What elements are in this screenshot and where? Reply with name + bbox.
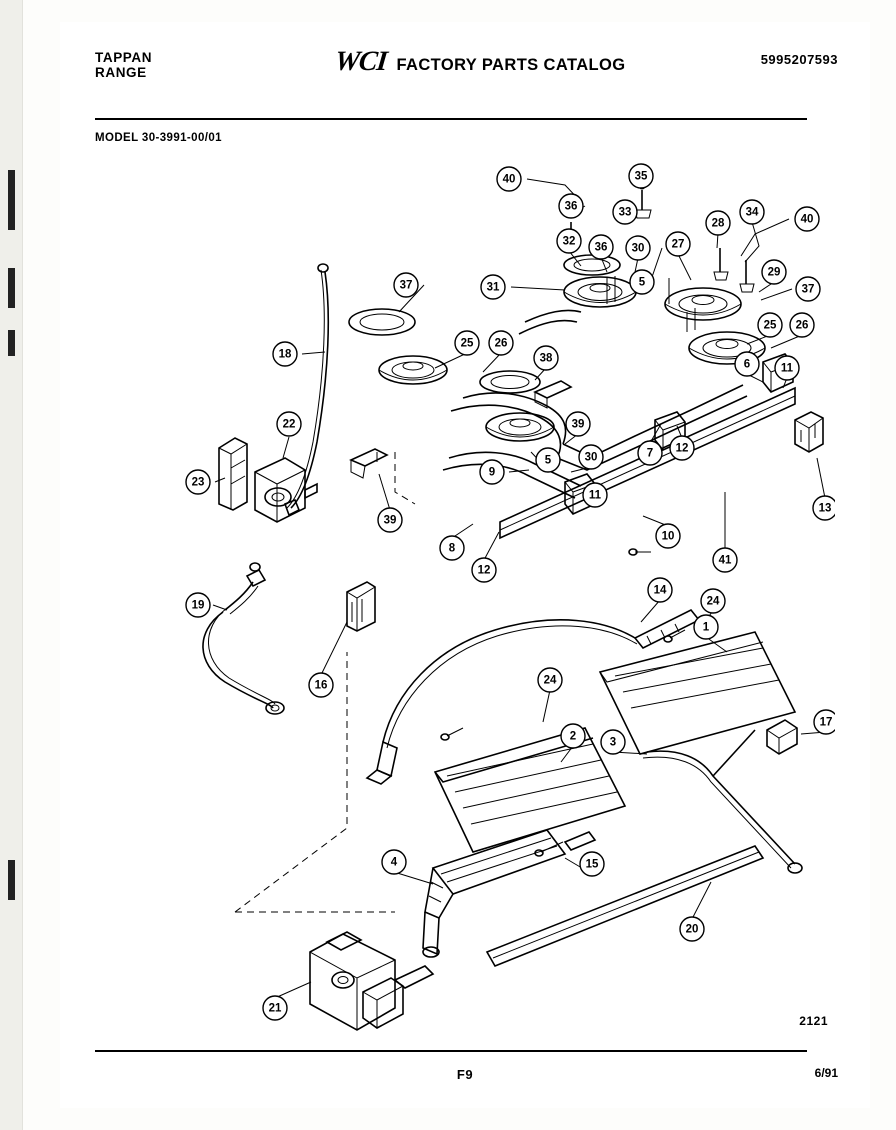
oven-burner-tube-3 <box>643 730 802 873</box>
bracket-39-b <box>535 381 571 408</box>
callout-number: 7 <box>646 447 654 460</box>
callout-25 <box>758 313 782 337</box>
callout-number: 10 <box>661 530 675 543</box>
brand-line-2: RANGE <box>95 65 147 80</box>
scan-mark <box>8 330 15 356</box>
callout-3 <box>601 730 625 754</box>
callout-number: 13 <box>818 502 832 515</box>
oven-bottom-panel-1 <box>600 632 795 754</box>
callout-39 <box>378 508 402 532</box>
support-rail-20 <box>487 846 763 966</box>
callout-39 <box>566 412 590 436</box>
wci-logo-mark: WCI <box>333 46 389 77</box>
callout-number: 30 <box>584 451 598 464</box>
callout-10 <box>656 524 680 548</box>
callout-35 <box>629 164 653 188</box>
callout-29 <box>762 260 786 284</box>
callout-layer <box>186 164 835 1020</box>
callout-number: 26 <box>494 337 508 350</box>
callout-5 <box>536 448 560 472</box>
callout-9 <box>480 460 504 484</box>
drip-bowl-1 <box>349 309 415 335</box>
callout-number: 37 <box>399 279 413 292</box>
terminal-block-16 <box>347 582 375 631</box>
callout-36 <box>559 194 583 218</box>
callout-number: 20 <box>685 923 699 936</box>
callout-12 <box>472 558 496 582</box>
burner-rear-right <box>665 288 741 320</box>
callout-number: 35 <box>634 170 648 183</box>
callout-number: 16 <box>314 679 328 692</box>
gas-supply-tube-18 <box>282 264 328 515</box>
callout-25 <box>455 331 479 355</box>
callout-number: 30 <box>631 242 645 255</box>
callout-number: 4 <box>390 856 398 869</box>
callout-40 <box>497 167 521 191</box>
callout-23 <box>186 470 210 494</box>
callout-number: 11 <box>780 362 794 375</box>
callout-leaders <box>213 179 826 998</box>
brand-line-1: TAPPAN <box>95 50 153 65</box>
callout-30 <box>579 445 603 469</box>
callout-number: 34 <box>745 206 759 219</box>
callout-19 <box>186 593 210 617</box>
callout-number: 5 <box>638 276 646 289</box>
callout-32 <box>557 229 581 253</box>
callout-number: 17 <box>819 716 833 729</box>
callout-number: 36 <box>564 200 578 213</box>
callout-number: 33 <box>618 206 632 219</box>
page-sheet <box>60 22 870 1108</box>
burner-front-left <box>379 356 447 384</box>
callout-number: 25 <box>763 319 777 332</box>
callout-16 <box>309 673 333 697</box>
fastener-41 <box>629 549 651 555</box>
callout-14 <box>648 578 672 602</box>
screw-24-b <box>441 728 463 740</box>
callout-number: 22 <box>282 418 296 431</box>
callout-number: 11 <box>588 489 602 502</box>
scan-mark <box>8 268 15 308</box>
callout-18 <box>273 342 297 366</box>
callout-28 <box>706 211 730 235</box>
callout-26 <box>790 313 814 337</box>
drip-bowl-2 <box>480 371 540 393</box>
fitting-17 <box>767 720 797 754</box>
callout-number: 23 <box>191 476 205 489</box>
scan-mark <box>8 860 15 900</box>
callout-number: 5 <box>544 454 552 467</box>
callout-number: 18 <box>278 348 292 361</box>
callout-15 <box>580 852 604 876</box>
brand-name <box>95 50 152 80</box>
callout-13 <box>813 496 835 520</box>
scan-mark <box>8 170 15 230</box>
callout-24 <box>538 668 562 692</box>
callout-number: 8 <box>448 542 456 555</box>
callout-number: 2 <box>569 730 577 743</box>
callout-27 <box>666 232 690 256</box>
callout-31 <box>481 275 505 299</box>
callout-11 <box>775 356 799 380</box>
callout-number: 24 <box>543 674 557 687</box>
callout-number: 3 <box>609 736 617 749</box>
callout-37 <box>796 277 820 301</box>
callout-number: 40 <box>800 213 814 226</box>
cooktop-panel <box>475 297 785 527</box>
callout-26 <box>489 331 513 355</box>
callout-number: 14 <box>653 584 667 597</box>
callout-33 <box>613 200 637 224</box>
mounting-bracket-23 <box>219 438 247 510</box>
callout-number: 27 <box>671 238 685 251</box>
callout-number: 39 <box>383 514 397 527</box>
callout-number: 6 <box>743 358 751 371</box>
callout-number: 9 <box>488 466 496 479</box>
oven-burner-4 <box>423 830 595 957</box>
bracket-13 <box>795 412 823 452</box>
callout-number: 32 <box>562 235 576 248</box>
callout-4 <box>382 850 406 874</box>
catalog-number: 5995207593 <box>760 52 838 67</box>
figure-number: 2121 <box>799 1014 828 1028</box>
callout-7 <box>638 441 662 465</box>
callout-37 <box>394 273 418 297</box>
flex-tube-19 <box>203 563 284 714</box>
callout-21 <box>263 996 287 1020</box>
callout-38 <box>534 346 558 370</box>
pressure-regulator-22 <box>255 458 317 522</box>
callout-number: 26 <box>795 319 809 332</box>
footer-divider <box>95 1050 807 1052</box>
catalog-logo <box>335 48 625 79</box>
callout-number: 28 <box>711 217 725 230</box>
callout-number: 31 <box>486 281 500 294</box>
callout-number: 15 <box>585 858 599 871</box>
callout-24 <box>701 589 725 613</box>
callout-number: 40 <box>502 173 516 186</box>
callout-30 <box>626 236 650 260</box>
callout-number: 36 <box>594 241 608 254</box>
burner-lower-left <box>486 413 554 441</box>
callout-number: 38 <box>539 352 553 365</box>
burner-rear-left <box>564 277 636 307</box>
heat-shield-2 <box>435 728 625 852</box>
drip-bowl-3 <box>564 255 620 275</box>
page-code: F9 <box>456 1067 474 1082</box>
callout-17 <box>814 710 835 734</box>
callout-40 <box>795 207 819 231</box>
callout-number: 24 <box>706 595 720 608</box>
page-date: 6/91 <box>814 1066 838 1080</box>
callout-5 <box>630 270 654 294</box>
parts-diagram <box>95 152 835 1042</box>
callout-number: 1 <box>702 621 710 634</box>
callout-34 <box>740 200 764 224</box>
callout-2 <box>561 724 585 748</box>
callout-6 <box>735 352 759 376</box>
model-label: MODEL 30-3991-00/01 <box>95 132 222 144</box>
callout-41 <box>713 548 737 572</box>
callout-number: 29 <box>767 266 781 279</box>
callout-number: 39 <box>571 418 585 431</box>
callout-number: 12 <box>477 564 491 577</box>
callout-36 <box>589 235 613 259</box>
callout-number: 12 <box>675 442 689 455</box>
callout-number: 21 <box>268 1002 282 1015</box>
callout-number: 25 <box>460 337 474 350</box>
callout-11 <box>583 483 607 507</box>
gas-valve-21 <box>310 932 433 1030</box>
callout-8 <box>440 536 464 560</box>
callout-22 <box>277 412 301 436</box>
bracket-39 <box>351 449 387 478</box>
callout-number: 19 <box>191 599 205 612</box>
callout-number: 37 <box>801 283 815 296</box>
callout-number: 41 <box>718 554 732 567</box>
catalog-title: FACTORY PARTS CATALOG <box>396 56 626 74</box>
callout-1 <box>694 615 718 639</box>
callout-20 <box>680 917 704 941</box>
callout-12 <box>670 436 694 460</box>
header-divider <box>95 118 807 120</box>
